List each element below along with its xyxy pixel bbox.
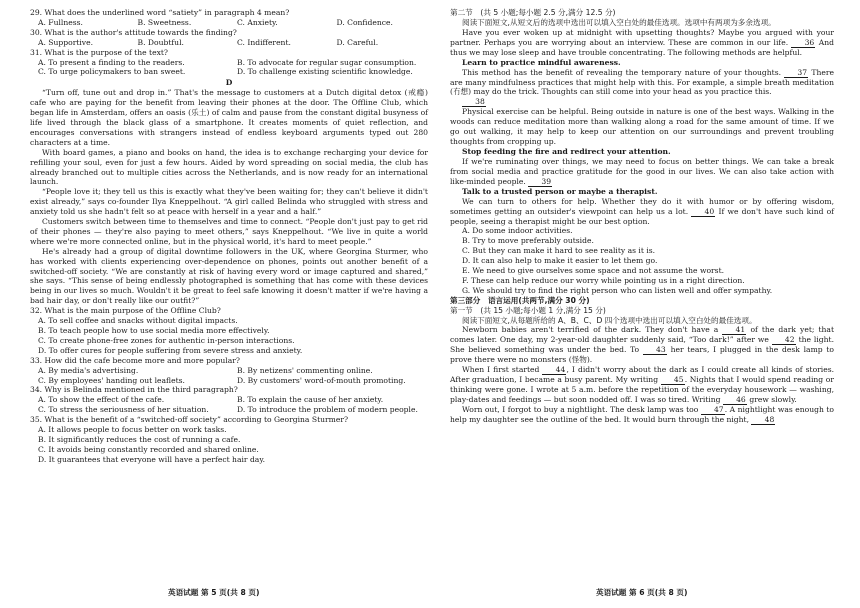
section-2-title: 第二节 (共 5 小题;每小题 2.5 分,满分 12.5 分) <box>450 8 616 17</box>
cloze-paragraph-3 <box>450 405 834 425</box>
gap-paragraph-4-text-b: If we don't have such kind of people, seeing a therapist might be our best option. <box>450 206 835 226</box>
question-32-option-d: D. To offer cures for people suffering from severe stress and anxiety. <box>38 345 303 355</box>
question-30-options <box>30 38 428 48</box>
page-footer-left: 英语试题 第 5 页(共 8 页) <box>168 588 260 597</box>
question-35-option-d: D. It guarantees that everyone will have a perfect hair day. <box>38 454 266 464</box>
question-35-option-b: B. It significantly reduces the cost of running a cafe. <box>38 434 241 444</box>
part-3-instructions: 阅读下面短文,从每题所给的 A、B、C、D 四个选项中选出可以填入空白处的最佳选项。 <box>462 315 757 325</box>
question-30-option-d: D. Careful. <box>336 37 379 47</box>
gap-paragraph-1-text-b: And thus we may lose sleep and have trouble concentrating. The following methods are helpful. <box>450 37 834 57</box>
gap-paragraph-5 <box>450 157 834 187</box>
question-30-option-c: C. Indifferent. <box>237 37 291 47</box>
gap-option-e: E. We need to give ourselves some space and not assume the worst. <box>462 266 725 276</box>
blank-46[interactable]: 46 <box>723 396 747 405</box>
gap-paragraph-2 <box>450 68 834 98</box>
blank-45[interactable]: 45 <box>661 376 685 385</box>
question-34-option-d: D. To introduce the problem of modern people. <box>237 405 418 415</box>
gap-option-b: B. Try to move preferably outside. <box>462 236 594 246</box>
cloze-1-text-d: her tears, I plugged in the desk lamp to prove there were no monsters (怪物). <box>450 345 834 365</box>
question-31-options <box>30 58 428 78</box>
heading-trusted-person: Talk to a trusted person or maybe a therapist. <box>462 186 658 196</box>
question-29-options <box>30 18 428 28</box>
question-31-option-c: C. To urge policymakers to ban sweet. <box>38 67 186 77</box>
question-29-option-d: D. Confidence. <box>336 17 393 27</box>
question-35-option-c: C. It avoids being constantly recorded and shared online. <box>38 444 259 454</box>
cloze-1-text-c: the light. She believed something was under the bed. To <box>450 335 834 355</box>
left-column <box>30 8 428 465</box>
question-34-stem: 34. Why is Belinda mentioned in the third paragraph? <box>30 385 238 395</box>
cloze-3-text-b: . A nightlight was enough to help my daughter see the outline of the bed. It would burn through the night, <box>450 405 834 425</box>
question-34-options <box>30 395 428 415</box>
blank-42[interactable]: 42 <box>772 336 796 345</box>
blank-44[interactable]: 44 <box>542 366 566 375</box>
question-35-option-a: A. It allows people to focus better on work tasks. <box>38 425 227 435</box>
gap-paragraph-4 <box>450 197 834 227</box>
gap-option-d: D. It can also help to make it easier to let them go. <box>462 256 658 266</box>
question-33-option-b: B. By netizens' commenting online. <box>237 365 373 375</box>
section-2-instructions: 阅读下面短文,从短文后的选项中选出可以填入空白处的最佳选项。选项中有两项为多余选项。 <box>462 17 776 27</box>
blank-38[interactable]: 38 <box>462 98 486 107</box>
blank-37[interactable]: 37 <box>784 69 808 78</box>
cloze-1-text-b: of the dark yet; that comes later. One day, my 2-year-old daughter suddenly said, “Too dark!” after we <box>450 325 835 345</box>
cloze-paragraph-2 <box>450 365 834 405</box>
question-32-option-a: A. To sell coffee and snacks without digital impacts. <box>38 316 238 326</box>
blank-43[interactable]: 43 <box>643 346 667 355</box>
gap-options-list <box>450 226 834 295</box>
question-33-option-d: D. By customers' word-of-mouth promoting. <box>237 375 406 385</box>
question-35-stem: 35. What is the benefit of a “switched-off society” according to Georgina Sturmer? <box>30 415 349 425</box>
question-34-option-b: B. To explain the cause of her anxiety. <box>237 395 384 405</box>
right-column <box>450 8 834 425</box>
heading-mindful-awareness: Learn to practice mindful awareness. <box>462 57 621 67</box>
question-34-option-a: A. To show the effect of the cafe. <box>38 395 165 405</box>
question-29-option-a: A. Fullness. <box>38 17 83 27</box>
cloze-2-text-c: . Nights that I would spend reading or thinking were gone. I wrote at 5 a.m. before the repetition of the everyday housework — washing, play-dates and feedings — but soon nodded off. I was so tired. Writing <box>450 375 834 405</box>
question-30-option-b: B. Doubtful. <box>137 37 184 47</box>
gap-option-f: F. These can help reduce our worry while pointing us in a right direction. <box>462 275 745 285</box>
cloze-2-text-a: When I first started <box>462 365 540 375</box>
blank-41[interactable]: 41 <box>722 326 746 335</box>
question-34-option-c: C. To stress the seriousness of her situation. <box>38 405 209 415</box>
gap-option-g: G. We should try to find the right person who can listen well and offer sympathy. <box>462 285 773 295</box>
passage-paragraph-2: With board games, a piano and books on hand, the idea is to exchange recharging your device for refilling your soul, even for just a few hours. Aided by word spreading on social media, the club has already branched out to multiple cities across the Netherlands, and is now ready for an international launch. <box>30 147 428 187</box>
blank-47[interactable]: 47 <box>701 406 725 415</box>
cloze-3-text-a: Worn out, I forgot to buy a nightlight. The desk lamp was too <box>462 405 699 415</box>
gap-paragraph-4-text-a: We can turn to others for help. Whether they do it with humor or by offering wisdom, sometimes getting an outsider's viewpoint can help us a lot. <box>450 196 834 216</box>
question-31-option-b: B. To advocate for regular sugar consumption. <box>237 57 417 67</box>
gap-option-a: A. Do some indoor activities. <box>462 226 573 236</box>
gap-option-c: C. But they can make it hard to see reality as it is. <box>462 246 656 256</box>
question-32-option-c: C. To create phone-free zones for authentic in-person interactions. <box>38 335 295 345</box>
question-31-option-a: A. To present a finding to the readers. <box>38 57 185 67</box>
gap-paragraph-5-text-a: If we're ruminating over things, we may need to focus on better things. We can take a break from social media and practice gratitude for the good in our lives. We can also take action with like-minded people. <box>450 156 834 186</box>
gap-paragraph-3: Physical exercise can be helpful. Being outside in nature is one of the best ways. Walking in the woods can reduce meditation more than walking along a road for the same amount of time. If we go out walking, it may help to keep our attention on our surroundings and prevent troubling thoughts from cropping up. <box>450 107 834 147</box>
cloze-1-text-a: Newborn babies aren't terrified of the dark. They don't have a <box>462 325 719 335</box>
cloze-2-text-d: grew slowly. <box>749 395 797 405</box>
blank-39[interactable]: 39 <box>528 178 552 187</box>
passage-paragraph-5: He's already had a group of digital downtime followers in the UK, where Georgina Sturmer, who has worked with clients experiencing over-dependence on phones, points out another benefit of a switched-off society. “We are constantly at risk of having every word or image captured and shared,” she says. “This sense of being endlessly photographed is something that has come with these devices being in our lives so much. Wouldn't it be great to feel safe knowing it doesn't matter if we're having a bad hair day, or don't really like our outfit?” <box>30 246 428 306</box>
question-33-options <box>30 366 428 386</box>
question-33-option-a: A. By media's advertising. <box>38 365 139 375</box>
question-31-stem: 31. What is the purpose of the text? <box>30 47 168 57</box>
gap-line-38 <box>450 97 834 107</box>
passage-paragraph-1: “Turn off, tune out and drop in.” That's the message to customers at a Dutch digital detox (戒瘾) cafe who are paying for the benefit from leaving their phones at the door. The Offline Club, which began life in Amsterdam, offers an oasis (乐土) of calm and pause from the constant digital busyness of life lived through the black glass of a smartphone. It creates moments of quiet reflection, and encourages conversations with strangers instead of endless keyboard arguments typed out 280 characters at a time. <box>30 88 428 147</box>
gap-paragraph-1 <box>450 28 834 58</box>
question-29-stem: 29. What does the underlined word “satiety” in paragraph 4 mean? <box>30 8 290 17</box>
cloze-2-text-b: , I didn't worry about the dark as I could create all kinds of stories. After graduation, I became a busy parent. My writing <box>450 365 835 385</box>
question-32-option-b: B. To teach people how to use social media more effectively. <box>38 326 270 335</box>
gap-paragraph-2-text-a: This method has the benefit of revealing the temporary nature of your thoughts. <box>462 67 782 77</box>
page-footer-right: 英语试题 第 6 页(共 8 页) <box>596 588 688 597</box>
question-32-stem: 32. What is the main purpose of the Offline Club? <box>30 306 221 316</box>
question-30-option-a: A. Supportive. <box>38 37 94 47</box>
part-3-section-1-title: 第一节 (共 15 小题;每小题 1 分,满分 15 分) <box>450 305 606 315</box>
part-3-title: 第三部分 语言运用(共两节,满分 30 分) <box>450 295 590 305</box>
question-33-stem: 33. How did the cafe become more and more popular? <box>30 355 240 365</box>
blank-40[interactable]: 40 <box>691 208 715 217</box>
question-30-stem: 30. What is the author's attitude towards the finding? <box>30 27 237 37</box>
passage-paragraph-4: Customers switch between time to themselves and time to connect. “People don't just pay to get rid of their phones — they're also paying to meet others,” says Kneppelhout. “We live in quite a world where we're more connected online, but in the physical world, it's hard to meet people.” <box>30 217 428 246</box>
question-29-option-c: C. Anxiety. <box>237 17 278 27</box>
gap-paragraph-2-text-b: There are many mindfulness practices that might help with this. For example, a simple breath meditation (冇想) may do the trick. Thoughts can still come into your head as you practice this. <box>450 67 834 97</box>
question-32-options <box>30 316 428 356</box>
heading-stop-feeding-fire: Stop feeding the fire and redirect your attention. <box>462 146 671 156</box>
blank-48[interactable]: 48 <box>751 416 775 425</box>
question-35-options <box>30 425 428 465</box>
question-31-option-d: D. To challenge existing scientific knowledge. <box>237 67 413 77</box>
question-29-option-b: B. Sweetness. <box>137 17 192 27</box>
section-d-label: D <box>225 78 233 88</box>
passage-paragraph-3: “People love it; they tell us this is exactly what they've been waiting for; they can't believe it didn't exist already,” says co-founder Ilya Kneppelhout. “A girl called Belinda who struggled with stress and anxiety told us she hadn't felt so at peace with herself in a year and a half.” <box>30 187 428 217</box>
cloze-paragraph-1 <box>450 325 834 365</box>
blank-36[interactable]: 36 <box>791 39 815 48</box>
question-33-option-c: C. By employees' handing out leaflets. <box>38 375 185 385</box>
gap-paragraph-1-text-a: Have you ever woken up at midnight with upsetting thoughts? Maybe you argued with your partner. Perhaps you are worrying about an interview. These are common in our life. <box>450 27 834 47</box>
